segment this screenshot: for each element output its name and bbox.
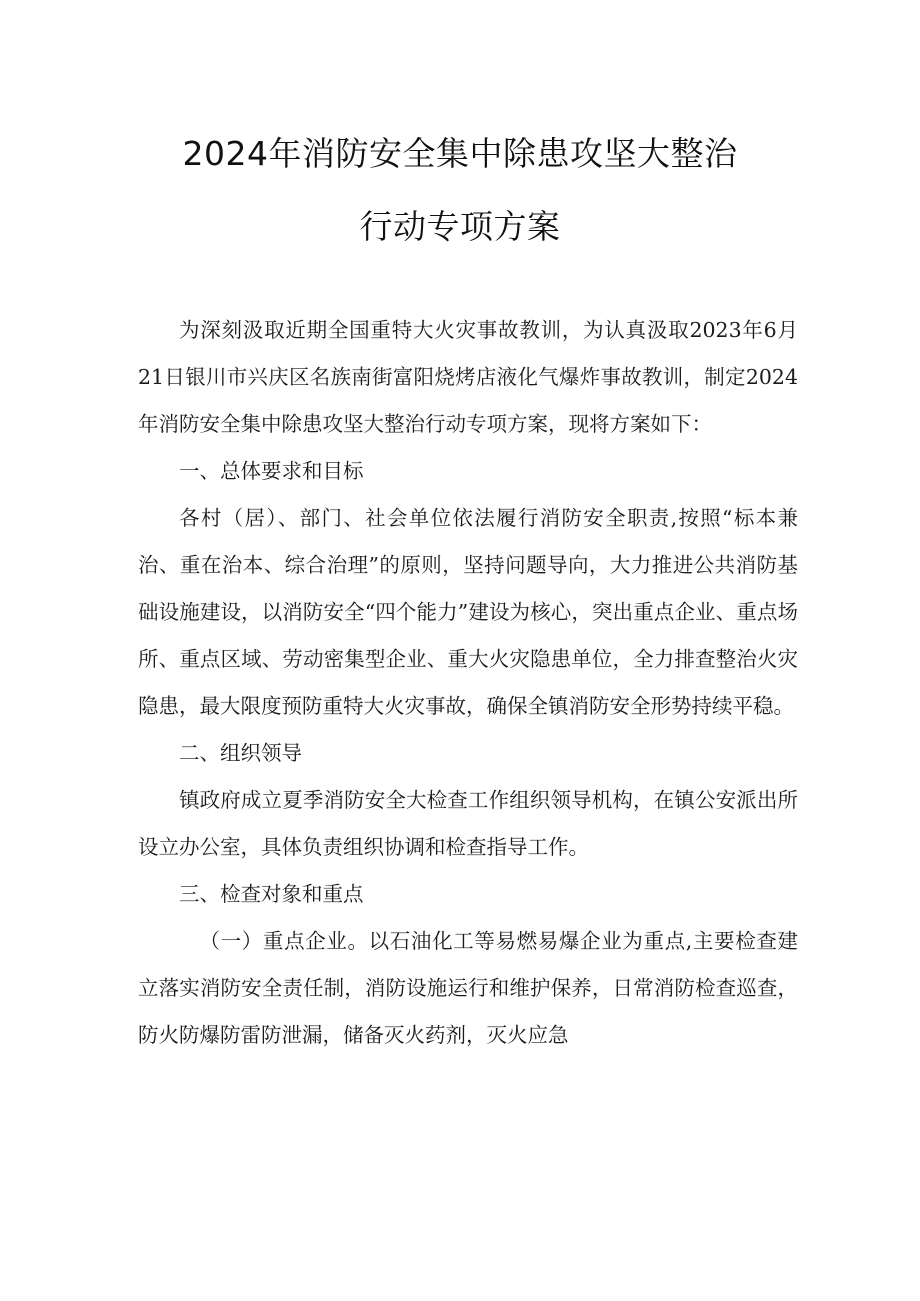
section-3-item-1: （一）重点企业。以石油化工等易燃易爆企业为重点,主要检查建立落实消防安全责任制，消防设施运行和维护保养，日常消防检查巡查，防火防爆防雷防泄漏，储备灭火药剂，灭火应急 <box>138 929 798 1047</box>
section-2-paragraph: 镇政府成立夏季消防安全大检查工作组织领导机构，在镇公安派出所设立办公室，具体负责组织协调和检查指导工作。 <box>138 788 798 859</box>
section-2-heading: 二、组织领导 <box>179 741 302 765</box>
section-3-heading: 三、检查对象和重点 <box>179 882 364 906</box>
document-title-line-2: 行动专项方案 <box>359 207 561 246</box>
intro-paragraph: 为深刻汲取近期全国重特大火灾事故教训，为认真汲取2023年6月21日银川市兴庆区名族南街富阳烧烤店液化气爆炸事故教训，制定2024年消防安全集中除患攻坚大整治行动专项方案，现将方案如下： <box>138 318 798 436</box>
document-title-line-1: 2024年消防安全集中除患攻坚大整治 <box>182 134 738 173</box>
section-1-heading: 一、总体要求和目标 <box>179 459 364 483</box>
document-body <box>138 307 798 1059</box>
section-1-paragraph: 各村（居）、部门、社会单位依法履行消防安全职责,按照“标本兼治、重在治本、综合治理”的原则，坚持问题导向，大力推进公共消防基础设施建设，以消防安全“四个能力”建设为核心，突出重点企业、重点场所、重点区域、劳动密集型企业、重大火灾隐患单位，全力排查整治火灾隐患，最大限度预防重特大火灾事故，确保全镇消防安全形势持续平稳。 <box>138 506 798 718</box>
